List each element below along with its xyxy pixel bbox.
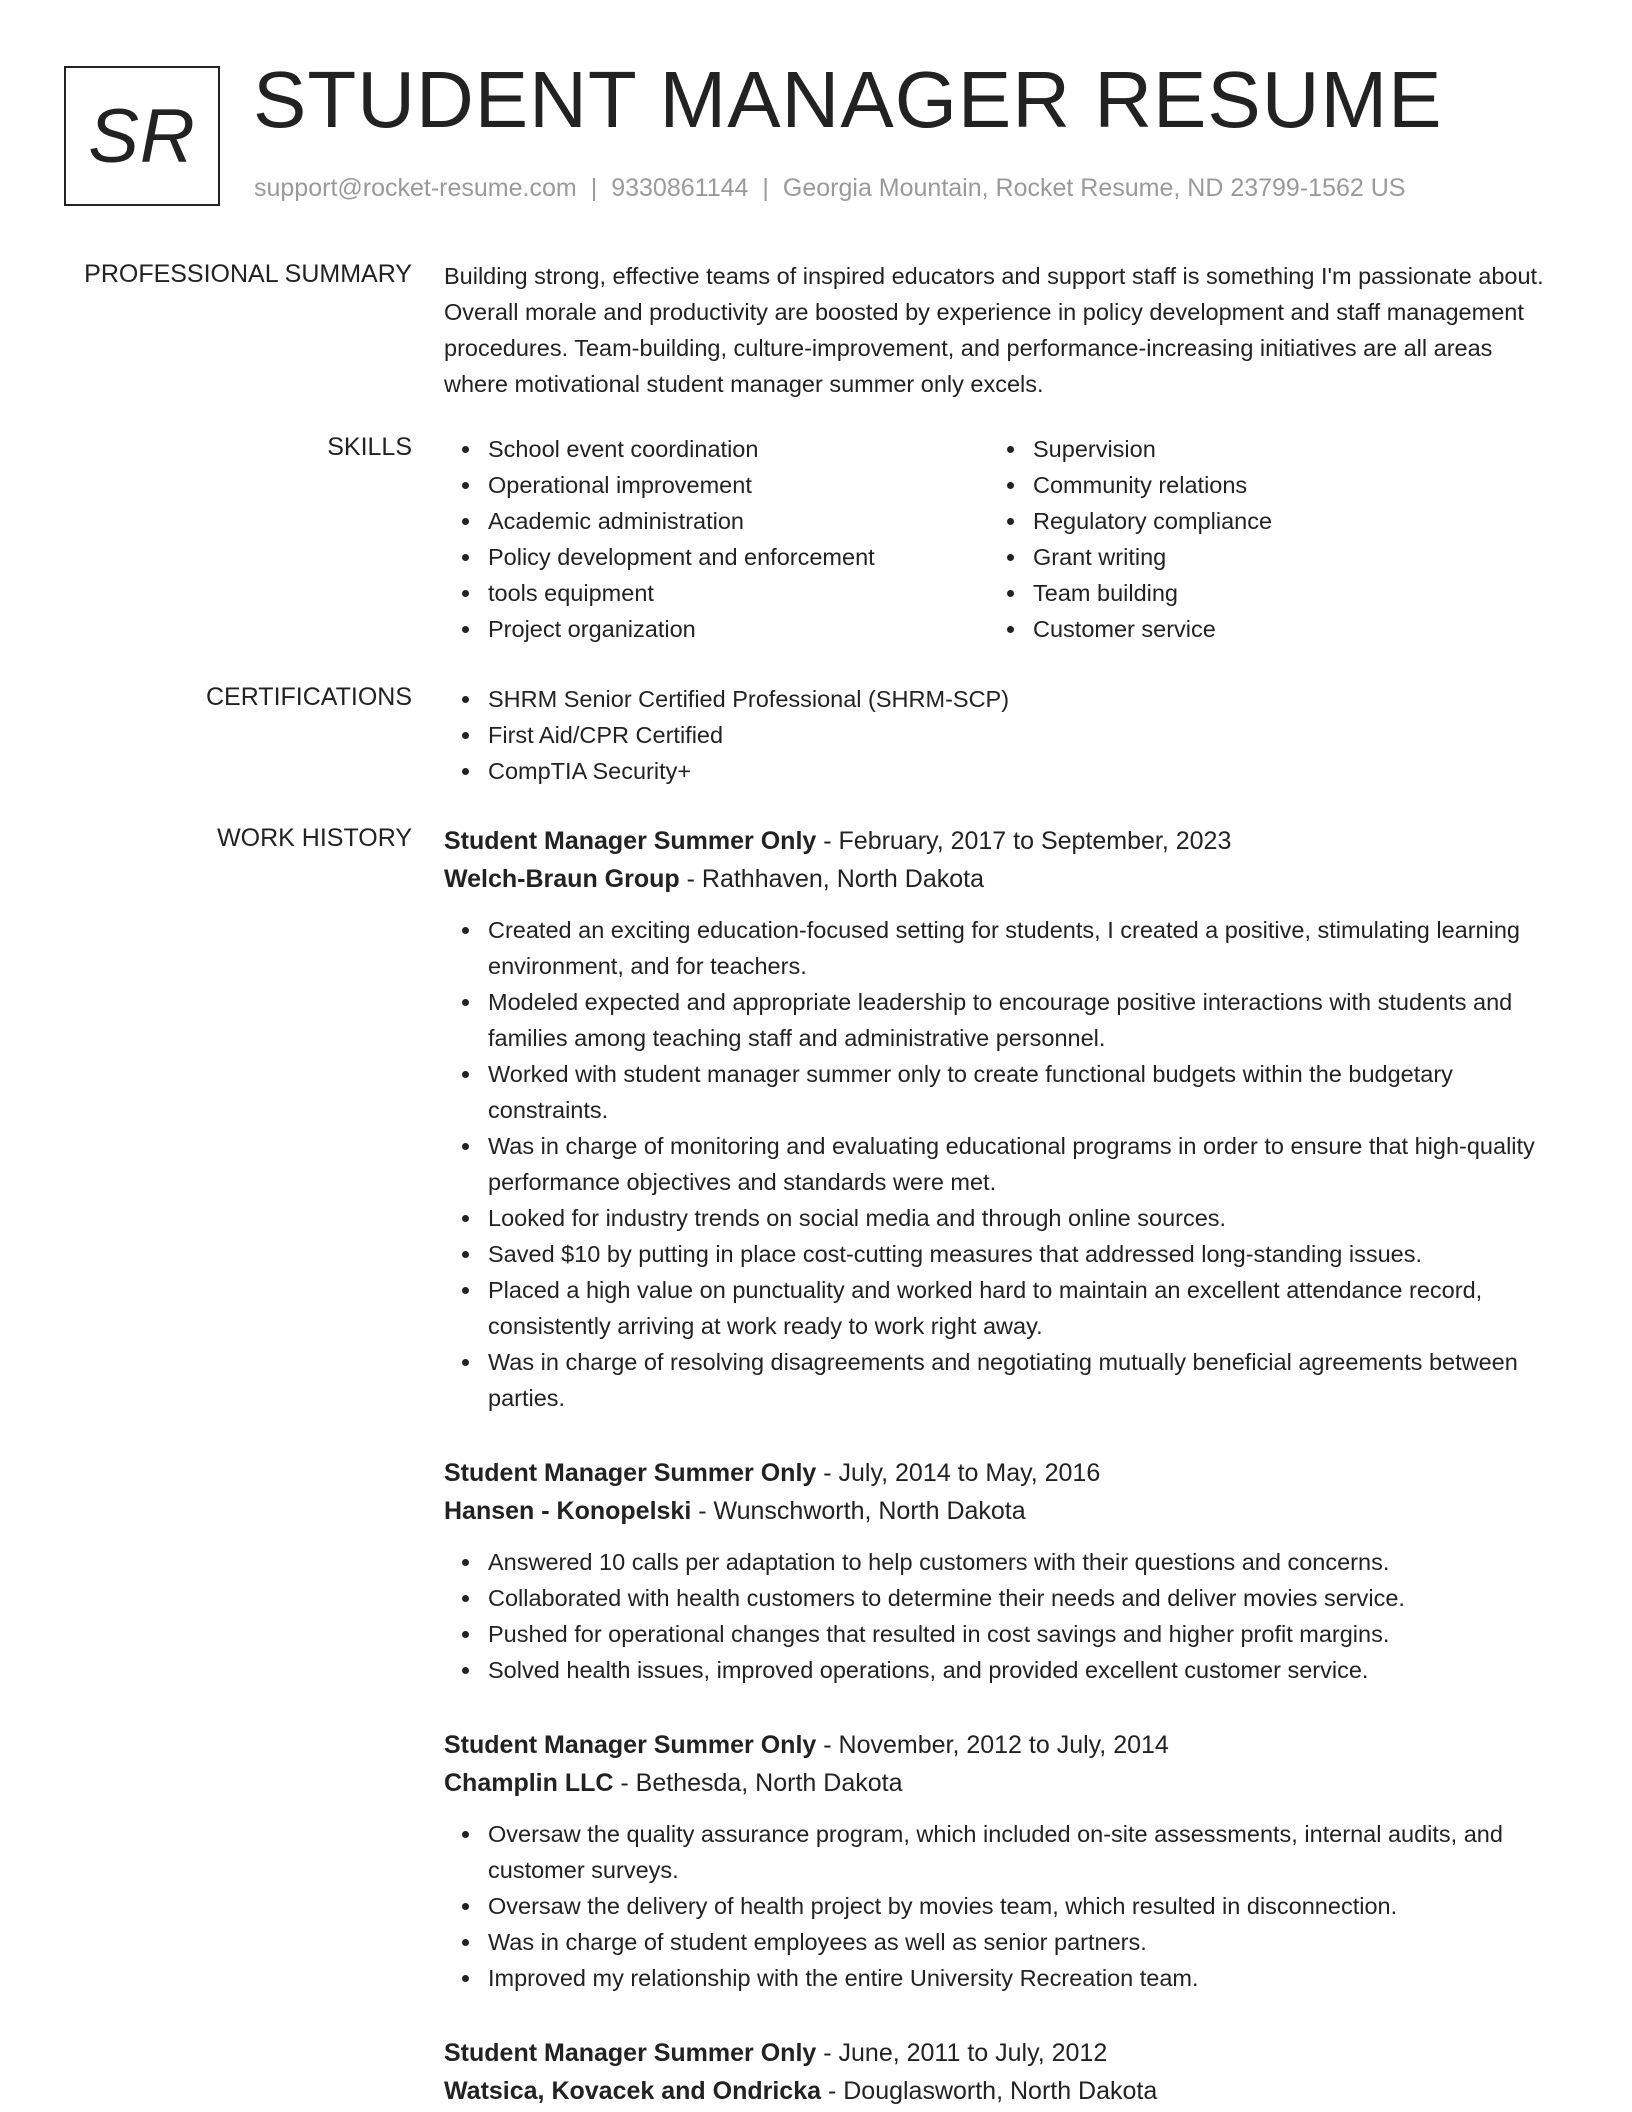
job-bullet: Was in charge of monitoring and evaluating educational programs in order to ensure that high-quality performance objectives and standards were met. (444, 1128, 1559, 1200)
summary-heading: PROFESSIONAL SUMMARY (84, 260, 412, 288)
job-bullet: Placed a high value on punctuality and worked hard to maintain an excellent attendance record, consistently arriving at work ready to work right away. (444, 1272, 1559, 1344)
job-bullet: Oversaw the quality assurance program, which included on-site assessments, internal audits, and customer surveys. (444, 1816, 1559, 1888)
skill-item: tools equipment (444, 575, 989, 611)
job-dates: - February, 2017 to September, 2023 (816, 827, 1232, 855)
skill-item: Team building (989, 575, 1534, 611)
skill-item: Regulatory compliance (989, 503, 1534, 539)
job-entry (444, 822, 1559, 1416)
certification-item: CompTIA Security+ (444, 753, 1559, 789)
job-bullet: Collaborated with health customers to determine their needs and deliver movies service. (444, 1580, 1559, 1616)
job-bullet: Created an exciting education-focused setting for students, I created a positive, stimulating learning environment, and for teachers. (444, 912, 1559, 984)
job-location: - Bethesda, North Dakota (613, 1769, 903, 1797)
skills-heading: SKILLS (327, 433, 412, 461)
job-title-line (444, 1454, 1559, 1492)
skill-item: Academic administration (444, 503, 989, 539)
summary-text: Building strong, effective teams of inspired educators and support staff is something I'm passionate about. Overall morale and productivity are boosted by experience in policy development and staff management procedures. Team-building, culture-improvement, and performance-increasing initiatives are all areas where motivational student manager summer only excels. (444, 263, 1544, 397)
certification-item: SHRM Senior Certified Professional (SHRM-SCP) (444, 681, 1559, 717)
job-bullets (444, 1544, 1559, 1688)
job-entry (444, 2034, 1559, 2110)
skill-item: Supervision (989, 431, 1534, 467)
job-title-line (444, 822, 1559, 860)
contact-line (254, 174, 1405, 203)
work-history-heading: WORK HISTORY (217, 824, 412, 852)
work-history-body (444, 822, 1559, 2110)
skill-item: Customer service (989, 611, 1534, 647)
job-title: Student Manager Summer Only (444, 2039, 817, 2067)
skills-list-right (989, 431, 1534, 647)
job-title: Student Manager Summer Only (444, 1731, 817, 1759)
certifications-heading: CERTIFICATIONS (205, 683, 412, 711)
contact-phone: 9330861144 (611, 174, 749, 202)
job-bullets (444, 912, 1559, 1416)
job-dates: - July, 2014 to May, 2016 (816, 1459, 1101, 1487)
job-bullet: Modeled expected and appropriate leadership to encourage positive interactions with students and families among teaching staff and administrative personnel. (444, 984, 1559, 1056)
job-bullet: Oversaw the delivery of health project by movies team, which resulted in disconnection. (444, 1888, 1559, 1924)
skills-grid (444, 431, 1559, 647)
job-title: Student Manager Summer Only (444, 827, 817, 855)
job-company: Hansen - Konopelski (444, 1497, 692, 1525)
job-company-line (444, 860, 1559, 898)
skill-item: Community relations (989, 467, 1534, 503)
job-bullet: Solved health issues, improved operations, and provided excellent customer service. (444, 1652, 1559, 1688)
job-entry (444, 1454, 1559, 1688)
job-location: - Rathhaven, North Dakota (679, 865, 984, 893)
summary-body (444, 258, 1559, 402)
job-bullet: Improved my relationship with the entire University Recreation team. (444, 1960, 1559, 1996)
job-location: - Wunschworth, North Dakota (691, 1497, 1026, 1525)
job-company-line (444, 1492, 1559, 1530)
job-bullet: Looked for industry trends on social media and through online sources. (444, 1200, 1559, 1236)
skill-item: Policy development and enforcement (444, 539, 989, 575)
job-bullets (444, 1816, 1559, 1996)
job-bullet: Worked with student manager summer only to create functional budgets within the budgetary constraints. (444, 1056, 1559, 1128)
skill-item: Project organization (444, 611, 989, 647)
skills-list-left (444, 431, 989, 647)
job-bullet: Answered 10 calls per adaptation to help customers with their questions and concerns. (444, 1544, 1559, 1580)
skill-item: Operational improvement (444, 467, 989, 503)
certifications-body (444, 681, 1559, 789)
certification-item: First Aid/CPR Certified (444, 717, 1559, 753)
job-company-line (444, 1764, 1559, 1802)
job-title: Student Manager Summer Only (444, 1459, 817, 1487)
monogram-text: SR (88, 93, 196, 179)
contact-address: Georgia Mountain, Rocket Resume, ND 23799-1562 US (782, 174, 1406, 202)
contact-email: support@rocket-resume.com (254, 174, 577, 202)
job-title-line (444, 2034, 1559, 2072)
job-bullet: Pushed for operational changes that resulted in cost savings and higher profit margins. (444, 1616, 1559, 1652)
job-company: Watsica, Kovacek and Ondricka (444, 2077, 822, 2105)
job-location: - Douglasworth, North Dakota (821, 2077, 1158, 2105)
job-dates: - November, 2012 to July, 2014 (816, 1731, 1169, 1759)
monogram-badge (64, 66, 220, 206)
job-company: Champlin LLC (444, 1769, 614, 1797)
job-bullet: Saved $10 by putting in place cost-cutting measures that addressed long-standing issues. (444, 1236, 1559, 1272)
job-company-line (444, 2072, 1559, 2110)
contact-separator: | (762, 174, 769, 202)
contact-separator: | (590, 174, 598, 202)
page-title: STUDENT MANAGER RESUME (253, 55, 1443, 144)
job-bullet: Was in charge of resolving disagreements and negotiating mutually beneficial agreements between parties. (444, 1344, 1559, 1416)
skill-item: School event coordination (444, 431, 989, 467)
job-entry (444, 1726, 1559, 1996)
job-company: Welch-Braun Group (444, 865, 680, 893)
certifications-list (444, 681, 1559, 789)
job-bullet: Was in charge of student employees as well as senior partners. (444, 1924, 1559, 1960)
job-dates: - June, 2011 to July, 2012 (816, 2039, 1108, 2067)
job-title-line (444, 1726, 1559, 1764)
skill-item: Grant writing (989, 539, 1534, 575)
